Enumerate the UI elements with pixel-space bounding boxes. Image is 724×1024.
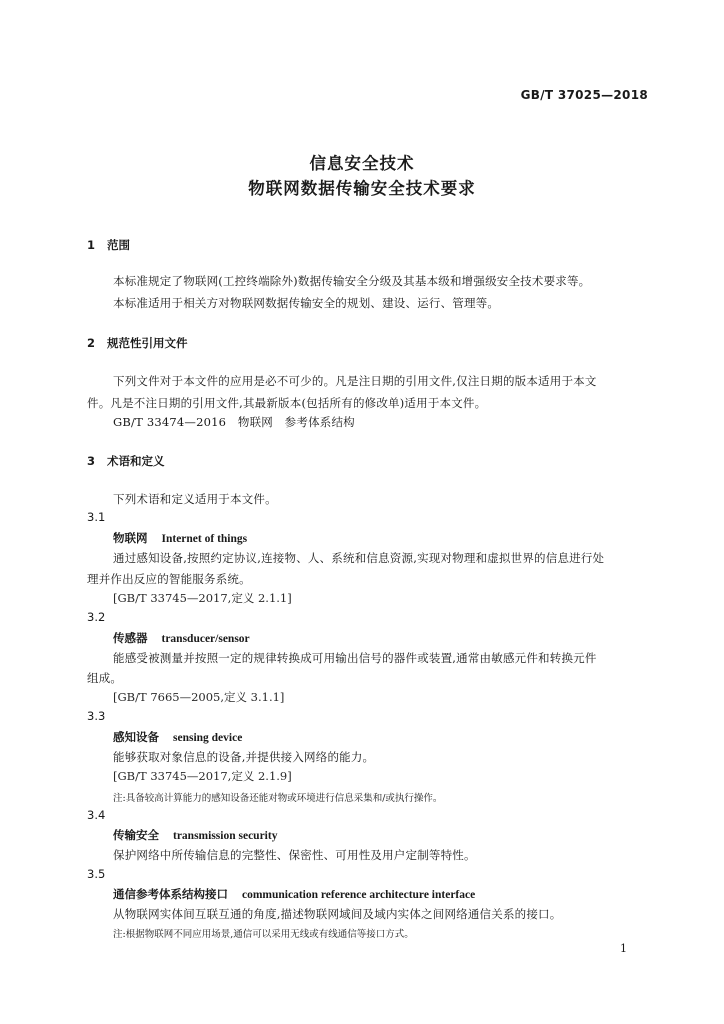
term-zh: 传输安全 [113,828,159,842]
paragraph: 件。凡是不注日期的引用文件,其最新版本(包括所有的修改单)适用于本文件。 [87,396,487,410]
document-title-line1: 信息安全技术 [309,154,415,173]
paragraph: 下列文件对于本文件的应用是必不可少的。凡是注日期的引用文件,仅注日期的版本适用于本文 [113,374,597,388]
section-3-heading [87,453,165,469]
term-number: 3.2 [87,610,106,624]
standard-code: GB/T 37025—2018 [520,88,648,102]
term-definition: 保护网络中所传输信息的完整性、保密性、可用性及用户定制等特性。 [113,848,476,862]
term-en: Internet of things [161,533,248,545]
term-number: 3.1 [87,510,106,524]
term-definition: 组成。 [87,671,123,685]
paragraph: 下列术语和定义适用于本文件。 [113,492,277,506]
section-1-heading [87,237,130,253]
term-heading [113,827,277,843]
term-en: transmission security [173,830,278,842]
term-heading [113,530,247,546]
paragraph: 本标准适用于相关方对物联网数据传输安全的规划、建设、运行、管理等。 [113,296,500,310]
section-number: 1 [87,238,96,252]
section-number: 2 [87,336,96,350]
normative-reference: GB/T 33474—2016 物联网 参考体系结构 [113,415,355,429]
section-2-heading [87,335,188,351]
term-definition: 理并作出反应的智能服务系统。 [87,572,251,586]
term-number: 3.5 [87,867,106,881]
term-heading [113,886,475,902]
term-en: transducer/sensor [161,633,250,645]
section-title: 术语和定义 [107,454,165,468]
term-number: 3.4 [87,808,106,822]
section-title: 规范性引用文件 [107,336,188,350]
term-heading [113,729,242,745]
term-zh: 物联网 [113,531,148,545]
term-definition: 通过感知设备,按照约定协议,连接物、人、系统和信息资源,实现对物理和虚拟世界的信息进行处 [113,551,605,565]
term-source: [GB/T 33745—2017,定义 2.1.1] [113,591,292,605]
term-en: sensing device [173,732,243,744]
term-heading [113,630,250,646]
term-zh: 通信参考体系结构接口 [113,887,228,901]
term-note: 注:具备较高计算能力的感知设备还能对物或环境进行信息采集和/或执行操作。 [113,793,443,804]
term-note: 注:根据物联网不同应用场景,通信可以采用无线或有线通信等接口方式。 [113,929,414,940]
term-en: communication reference architecture interface [242,889,476,901]
section-number: 3 [87,454,96,468]
term-definition: 能感受被测量并按照一定的规律转换成可用输出信号的器件或装置,通常由敏感元件和转换元件 [113,651,597,665]
term-zh: 传感器 [113,631,148,645]
term-number: 3.3 [87,709,106,723]
term-definition: 能够获取对象信息的设备,并提供接入网络的能力。 [113,750,375,764]
page-number: 1 [620,942,627,955]
document-title-line2: 物联网数据传输安全技术要求 [248,179,476,198]
paragraph: 本标准规定了物联网(工控终端除外)数据传输安全分级及其基本级和增强级安全技术要求等。 [113,274,591,288]
term-source: [GB/T 33745—2017,定义 2.1.9] [113,769,292,783]
section-title: 范围 [107,238,130,252]
term-source: [GB/T 7665—2005,定义 3.1.1] [113,690,285,704]
term-definition: 从物联网实体间互联互通的角度,描述物联网域间及域内实体之间网络通信关系的接口。 [113,907,562,921]
term-zh: 感知设备 [113,730,159,744]
